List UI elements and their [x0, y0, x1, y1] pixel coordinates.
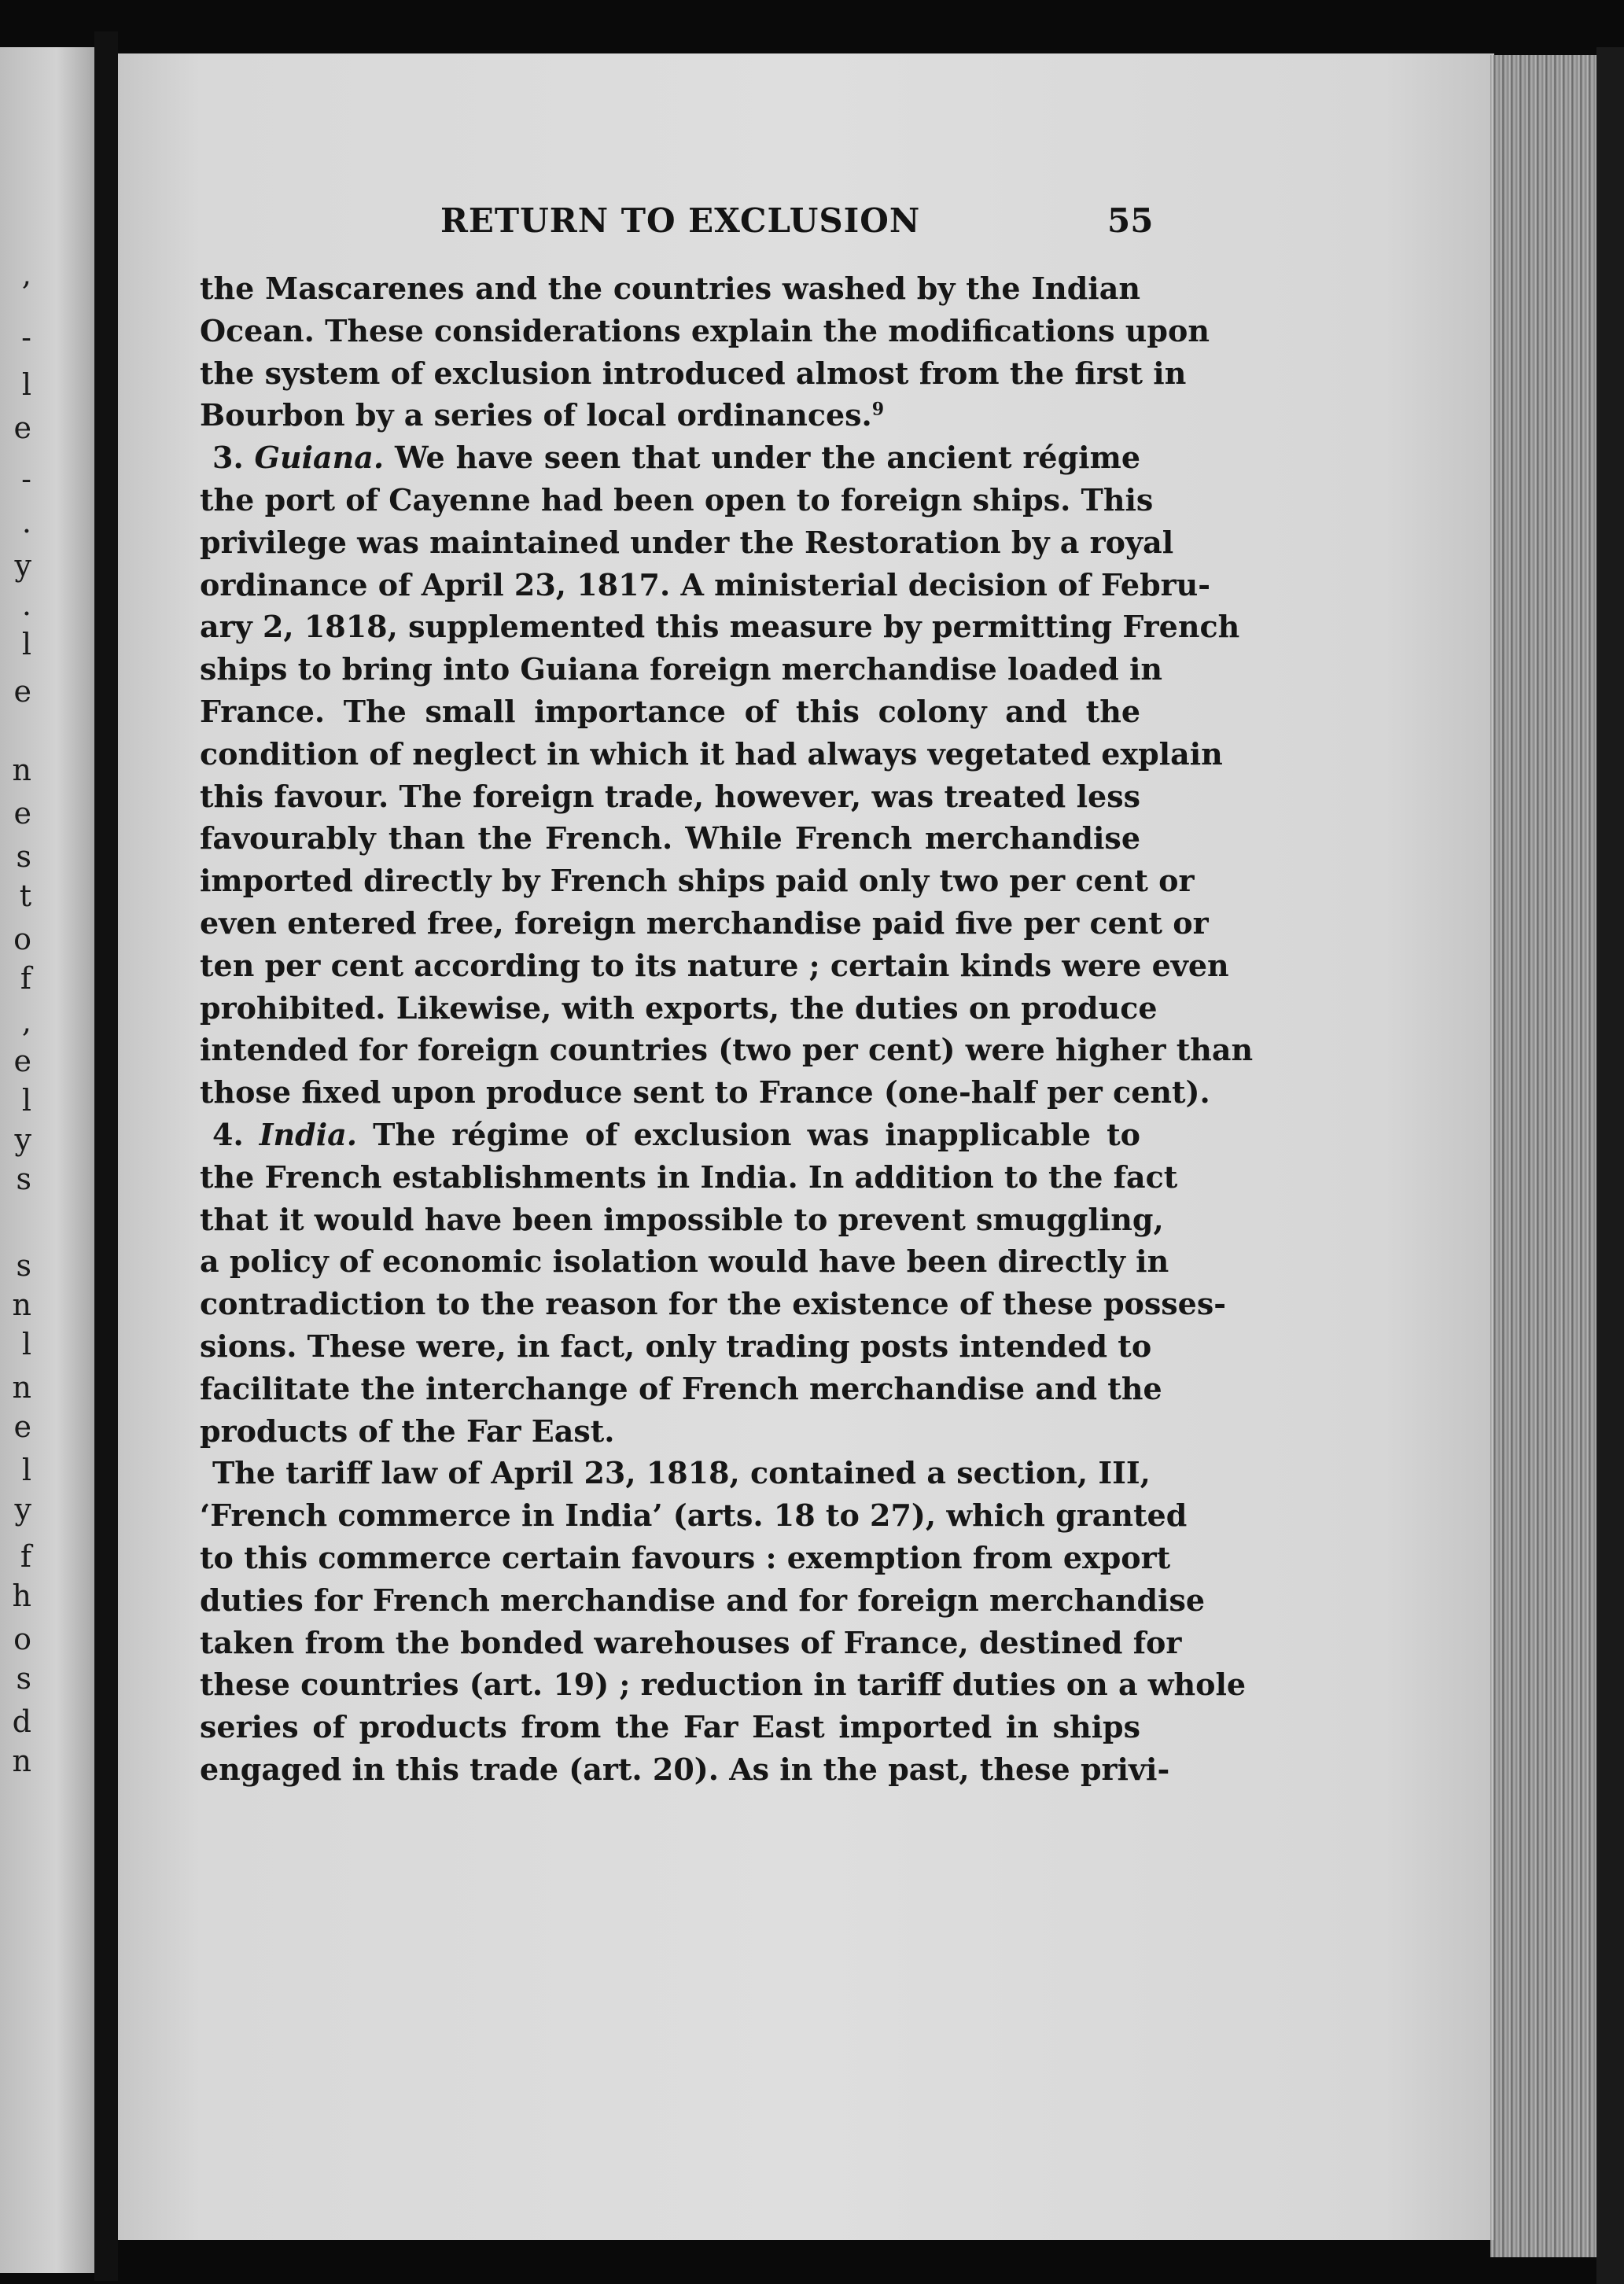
section-heading: India.: [259, 1116, 358, 1152]
facing-page-glyph: f: [20, 1539, 31, 1574]
line-text: the system of exclusion introduced almost from the first in: [200, 355, 1187, 391]
facing-page-edge: [0, 47, 94, 2273]
text-line: [200, 479, 1154, 521]
text-line: [200, 1368, 1162, 1410]
facing-page-glyph: l: [21, 1453, 31, 1487]
line-text: prohibited. Likewise, with exports, the duties on produce: [200, 989, 1158, 1026]
text-line: [200, 1452, 1151, 1494]
line-text: The régime of exclusion was inapplicable to: [357, 1116, 1140, 1152]
body-text: [200, 267, 1254, 1791]
text-line: [200, 1663, 1247, 1706]
scan-border: [1596, 47, 1624, 2284]
line-text: series of products from the Far East imported in ships: [200, 1709, 1140, 1745]
text-line: [200, 267, 1140, 310]
line-text: duties for French merchandise and for foreign merchandise: [200, 1582, 1206, 1618]
facing-page-glyph: d: [12, 1704, 31, 1739]
text-line: [200, 1579, 1206, 1622]
facing-page-glyph: o: [13, 922, 31, 956]
line-text: this favour. The foreign trade, however, was treated less: [200, 778, 1140, 814]
facing-page-glyph: o: [13, 1622, 31, 1656]
facing-page-glyph: .: [21, 588, 31, 622]
text-line: [200, 437, 1140, 479]
facing-page-glyph: s: [16, 1162, 31, 1196]
facing-page-glyph: s: [16, 839, 31, 874]
line-text: imported directly by French ships paid only two per cent or: [200, 863, 1195, 899]
text-line: [200, 1410, 1140, 1453]
line-text: the Mascarenes and the countries washed by the Indian: [200, 271, 1140, 306]
footnote-marker: 9: [871, 399, 885, 420]
facing-page-glyph: -: [21, 320, 31, 355]
book-gutter: [94, 31, 118, 2281]
section-heading: Guiana.: [254, 440, 385, 476]
line-text: products of the Far East.: [200, 1413, 615, 1449]
facing-page-glyph: e: [13, 674, 31, 709]
line-text: ships to bring into Guiana foreign merchandise loaded in: [200, 651, 1163, 687]
facing-page-glyph: l: [21, 627, 31, 661]
text-line: [200, 1706, 1140, 1748]
text-line: [200, 521, 1174, 564]
facing-page-glyph: n: [12, 1744, 31, 1778]
text-line: [200, 564, 1211, 606]
facing-page-glyph: s: [16, 1661, 31, 1696]
facing-page-glyph: h: [12, 1579, 31, 1613]
facing-page-glyph: n: [12, 753, 31, 787]
line-text: engaged in this trade (art. 20). As in the past, these privi-: [200, 1751, 1170, 1787]
text-line: [200, 1622, 1182, 1664]
line-text: to this commerce certain favours : exemption from export: [200, 1539, 1171, 1575]
text-line: [200, 733, 1223, 775]
facing-page-glyph: e: [13, 1044, 31, 1078]
text-line: [200, 352, 1187, 395]
facing-page-glyph: e: [13, 796, 31, 831]
line-text: ary 2, 1818, supplemented this measure by permitting French: [200, 609, 1240, 645]
text-line: [200, 902, 1209, 945]
line-text: condition of neglect in which it had always vegetated explain: [200, 735, 1223, 772]
line-text: the port of Cayenne had been open to foreign ships. This: [200, 481, 1154, 518]
text-line: [200, 945, 1229, 987]
running-head: RETURN TO EXCLUSION: [440, 201, 921, 240]
text-line: [200, 1240, 1169, 1283]
text-line: [200, 775, 1140, 818]
text-line: [200, 691, 1140, 733]
facing-page-glyph: l: [21, 367, 31, 402]
section-number: 4.: [212, 1116, 260, 1152]
text-line: [200, 1156, 1178, 1199]
line-text: The tariff law of April 23, 1818, contained a section, III,: [212, 1455, 1151, 1491]
facing-page-glyph: l: [21, 1083, 31, 1118]
text-line: [200, 987, 1158, 1030]
text-line: [200, 1199, 1164, 1241]
line-text: Bourbon by a series of local ordinances.: [200, 397, 872, 433]
facing-page-glyph: n: [12, 1288, 31, 1322]
page-number: 55: [1107, 201, 1154, 240]
facing-page-glyph: -: [21, 462, 31, 496]
section-number: 3.: [212, 440, 255, 476]
facing-page-glyph: y: [14, 1492, 31, 1527]
facing-page-glyph: f: [20, 961, 31, 996]
text-line: [200, 817, 1140, 860]
facing-page-glyph: t: [19, 879, 31, 913]
line-text: even entered free, foreign merchandise paid five per cent or: [200, 904, 1209, 941]
line-text: Ocean. These considerations explain the modifications upon: [200, 312, 1210, 348]
line-text: sions. These were, in fact, only trading posts intended to: [200, 1328, 1152, 1364]
text-line: [200, 1537, 1171, 1579]
facing-page-glyph: ,: [21, 1004, 31, 1039]
line-text: France. The small importance of this colony and the: [200, 693, 1140, 729]
text-line: [200, 394, 1140, 437]
facing-page-glyph: y: [14, 548, 31, 583]
line-text: ten per cent according to its nature ; certain kinds were even: [200, 947, 1229, 983]
line-text: a policy of economic isolation would have been directly in: [200, 1243, 1169, 1280]
text-line: [200, 648, 1163, 691]
text-line: [200, 1029, 1254, 1071]
text-line: [200, 1494, 1188, 1537]
line-text: the French establishments in India. In addition to the fact: [200, 1159, 1178, 1195]
text-line: [200, 1325, 1152, 1368]
text-line: [200, 1283, 1226, 1325]
page-stack-edge: [1490, 55, 1596, 2257]
line-text: intended for foreign countries (two per cent) were higher than: [200, 1032, 1254, 1068]
text-line: [200, 1114, 1140, 1156]
facing-page-glyph: n: [12, 1370, 31, 1405]
line-text: favourably than the French. While French merchandise: [200, 820, 1140, 856]
text-line: [200, 1748, 1170, 1791]
facing-page-glyph: e: [13, 1409, 31, 1444]
line-text: privilege was maintained under the Restoration by a royal: [200, 524, 1174, 560]
line-text: ordinance of April 23, 1817. A ministerial decision of Febru-: [200, 566, 1211, 602]
facing-page-glyph: .: [21, 505, 31, 540]
text-line: [200, 606, 1240, 648]
facing-page-glyph: s: [16, 1248, 31, 1283]
line-text: contradiction to the reason for the existence of these posses-: [200, 1286, 1226, 1322]
text-line: [200, 860, 1195, 902]
line-text: taken from the bonded warehouses of France, destined for: [200, 1624, 1182, 1660]
text-line: [200, 1071, 1210, 1114]
line-text: ‘French commerce in India’ (arts. 18 to 27), which granted: [200, 1497, 1188, 1534]
line-text: those fixed upon produce sent to France (one-half per cent).: [200, 1074, 1210, 1111]
text-line: [200, 310, 1210, 352]
line-text: We have seen that under the ancient régime: [384, 440, 1140, 476]
line-text: that it would have been impossible to prevent smuggling,: [200, 1201, 1164, 1237]
facing-page-fragments: [0, 47, 31, 2273]
facing-page-glyph: ,: [21, 257, 31, 292]
facing-page-glyph: l: [21, 1327, 31, 1361]
facing-page-glyph: e: [13, 411, 31, 445]
line-text: facilitate the interchange of French merchandise and the: [200, 1370, 1162, 1406]
line-text: these countries (art. 19) ; reduction in tariff duties on a whole: [200, 1667, 1247, 1703]
facing-page-glyph: y: [14, 1122, 31, 1157]
